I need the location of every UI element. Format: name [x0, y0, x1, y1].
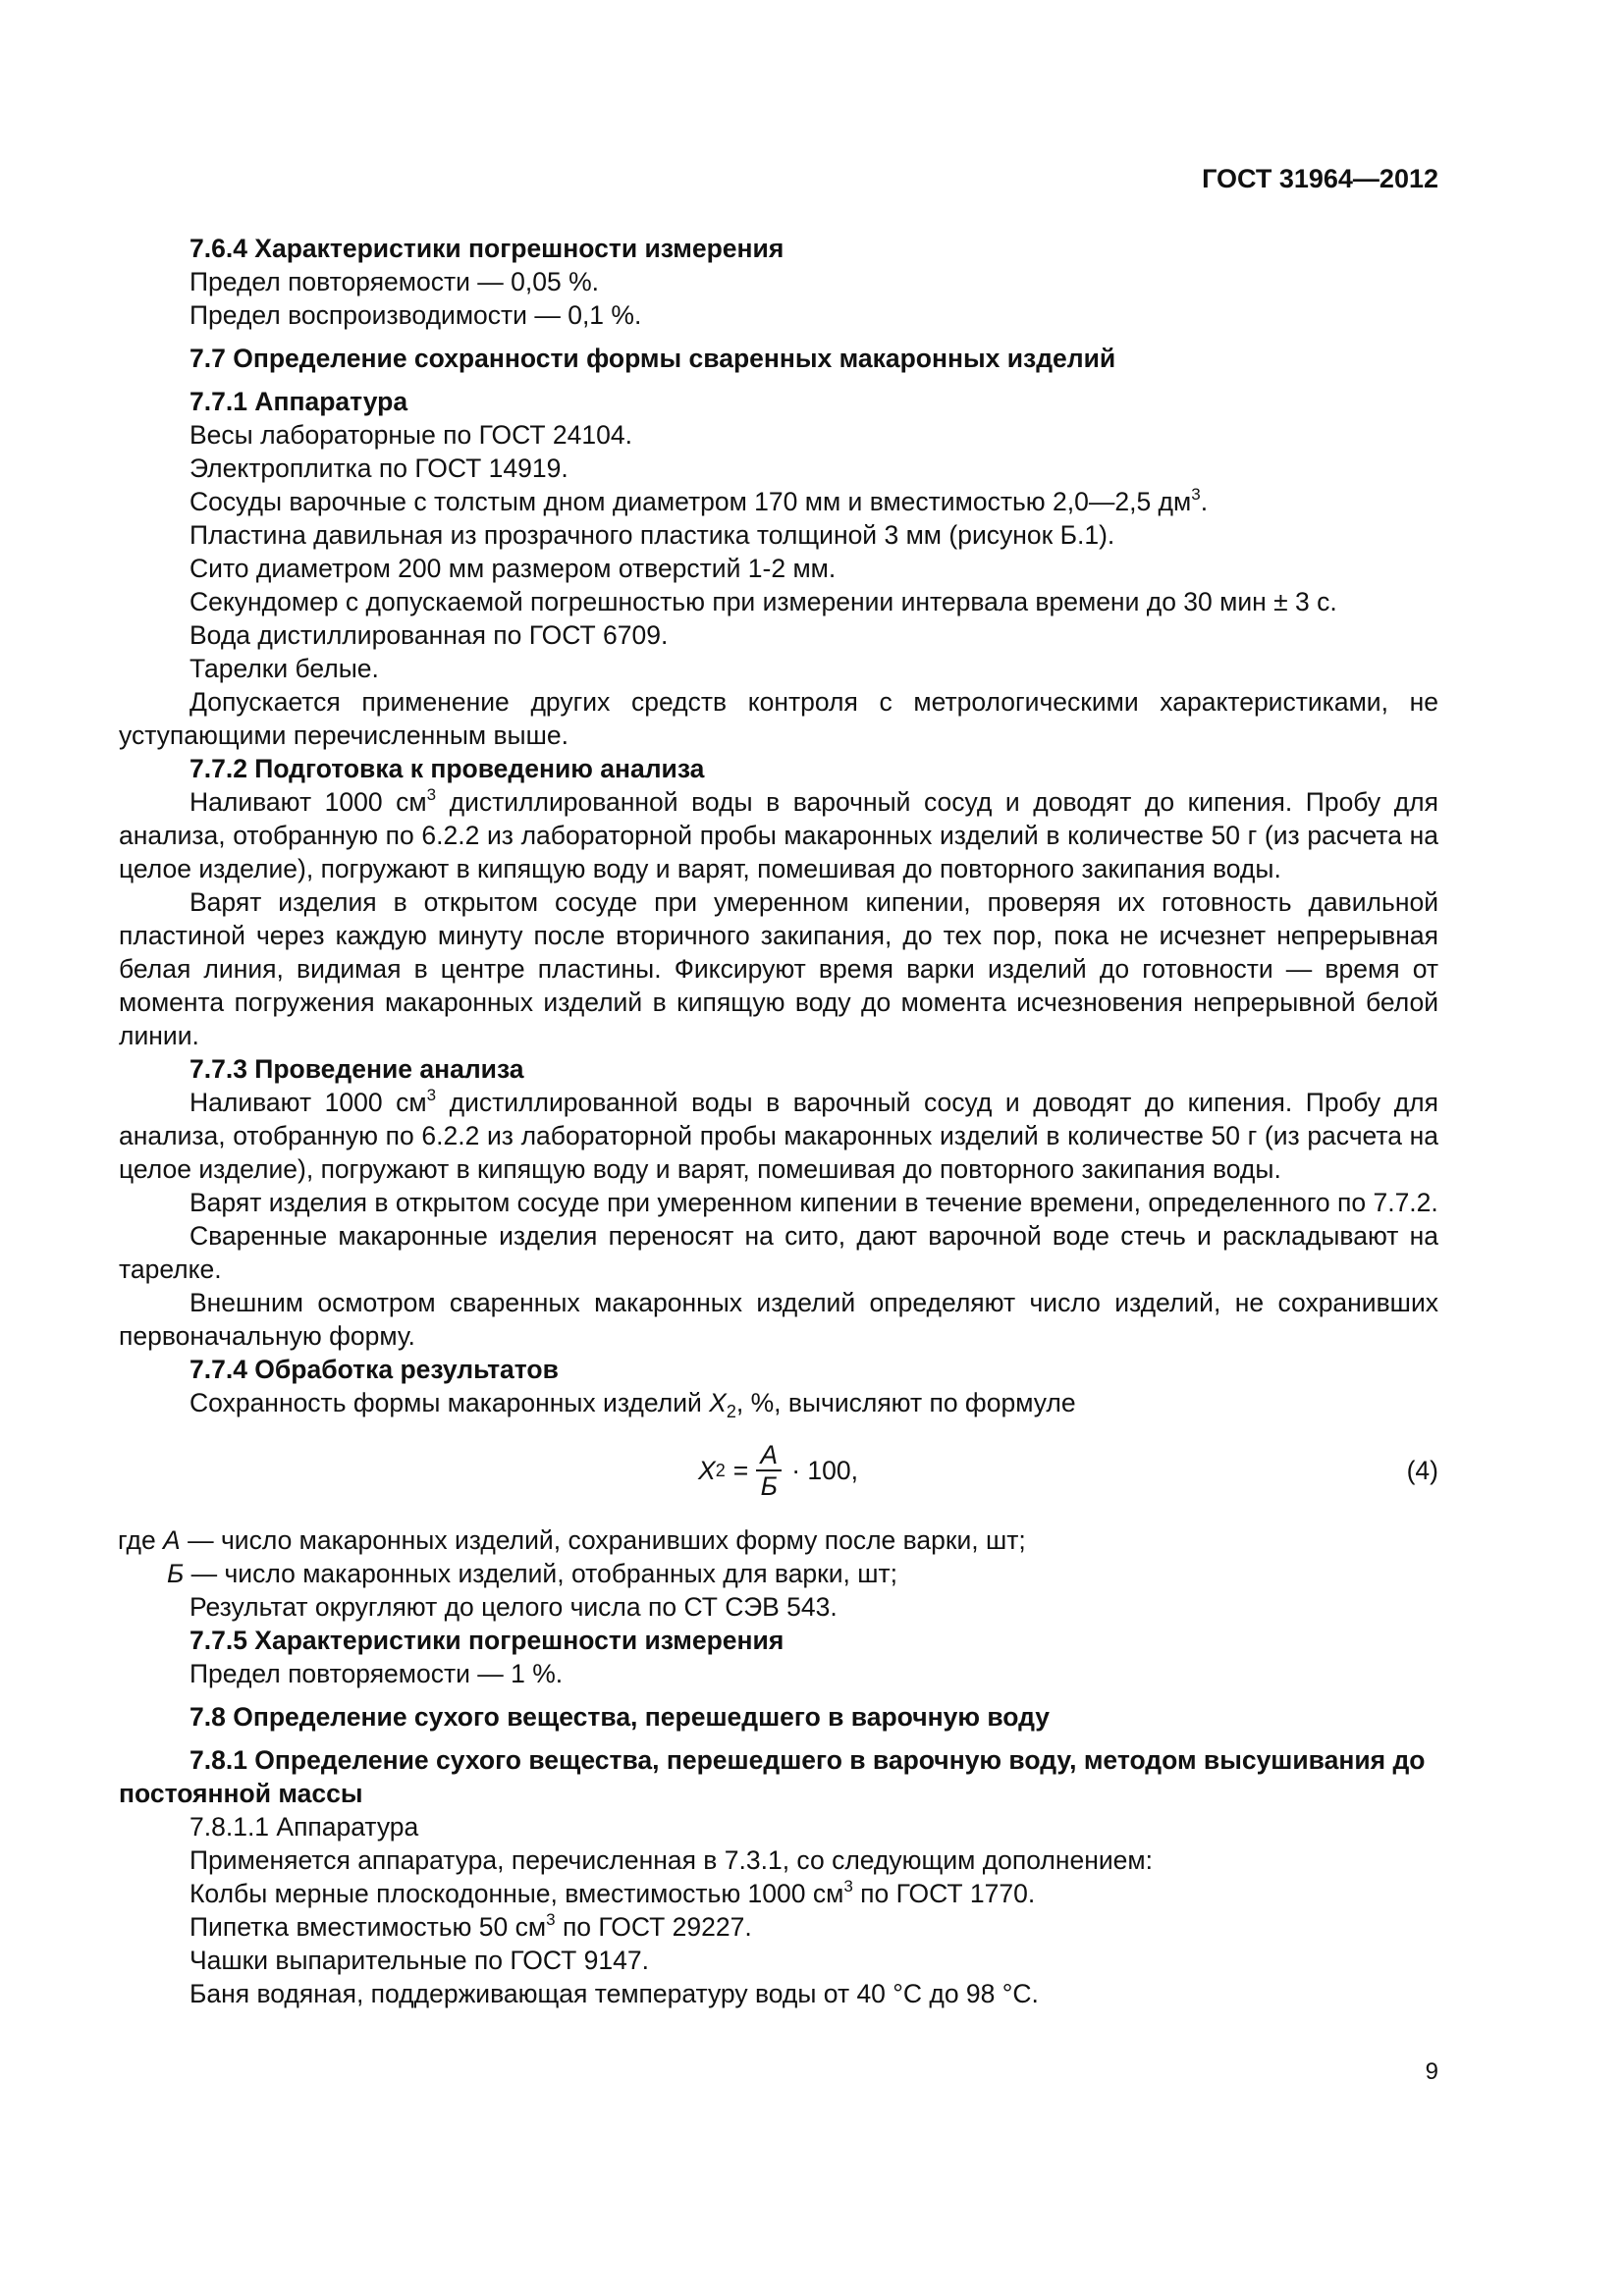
- heading-7-6-4: 7.6.4 Характеристики погрешности измерения: [189, 234, 784, 263]
- text-line: Вода дистиллированная по ГОСТ 6709.: [189, 620, 669, 650]
- formula-4: [119, 1429, 1438, 1512]
- text-run: — число макаронных изделий, отобранных для варки, шт;: [184, 1559, 898, 1588]
- heading-7-7-2: 7.7.2 Подготовка к проведению анализа: [189, 754, 705, 783]
- paragraph: Варят изделия в открытом сосуде при умеренном кипении, проверяя их готовность давильной пластиной через каждую минуту после вторичного закипания, до тех пор, пока не исчезнет непрерывная белая линия, видимая в центре пластины. Фиксируют время варки изделий до готовности — время от момента погружения макаронных изделий в кипящую воду до момента исчезновения непрерывной белой линии.: [119, 887, 1438, 1050]
- formula-equals: =: [732, 1456, 749, 1485]
- heading-7-8-1: 7.8.1 Определение сухого вещества, перешедшего в варочную воду, методом высушивания до постоянной массы: [119, 1745, 1426, 1808]
- variable-x: X: [709, 1388, 727, 1417]
- text-line: Секундомер с допускаемой погрешностью при измерении интервала времени до 30 мин ± 3 с.: [189, 587, 1337, 616]
- paragraph: Допускается применение других средств контроля с метрологическими характеристиками, не уступающими перечисленным выше.: [119, 687, 1438, 750]
- superscript: 3: [426, 785, 437, 804]
- formula-fraction: [756, 1440, 782, 1501]
- text-line: [119, 1877, 1438, 1910]
- text-run: — число макаронных изделий, сохранивших форму после варки, шт;: [180, 1525, 1026, 1555]
- text-run: где: [118, 1525, 164, 1555]
- document-code-header: ГОСТ 31964—2012: [1202, 164, 1438, 193]
- text-line: Чашки выпарительные по ГОСТ 9147.: [189, 1946, 649, 1975]
- heading-7-7-3: 7.7.3 Проведение анализа: [189, 1054, 524, 1084]
- text-line: Баня водяная, поддерживающая температуру воды от 40 °С до 98 °С.: [189, 1979, 1039, 2008]
- superscript: 3: [1191, 485, 1201, 504]
- text-run: Пипетка вместимостью 50 см: [189, 1912, 547, 1942]
- formula-tail: · 100,: [791, 1456, 858, 1485]
- text-line: Применяется аппаратура, перечисленная в 7.3.1, со следующим дополнением:: [189, 1845, 1154, 1875]
- text-run: по ГОСТ 29227.: [555, 1912, 752, 1942]
- text-line: [119, 485, 1438, 518]
- paragraph: Внешним осмотром сваренных макаронных изделий определяют число изделий, не сохранивших первоначальную форму.: [119, 1288, 1438, 1351]
- page-number: 9: [1425, 2058, 1438, 2085]
- text-line: Весы лабораторные по ГОСТ 24104.: [189, 420, 632, 450]
- text-line: Предел повторяемости — 0,05 %.: [189, 267, 600, 296]
- text-run: дистиллированной воды в варочный сосуд и доводят до кипения. Пробу для анализа, отобранную по 6.2.2 из лабораторной пробы макаронных изделий в количестве 50 г (из расчета на целое изделие), погружают в кипящую воду и варят, помешивая до повторного закипания воды.: [119, 787, 1438, 883]
- heading-7-8: 7.8 Определение сухого вещества, перешедшего в варочную воду: [189, 1702, 1050, 1732]
- text-line: [119, 1386, 1438, 1419]
- formula-expression: X 2 = $\frac{А}{Б}$ · 100,: [698, 1440, 858, 1501]
- text-line: Тарелки белые.: [189, 654, 379, 683]
- paragraph: Сваренные макаронные изделия переносят на сито, дают варочной воде стечь и раскладывают на тарелке.: [119, 1221, 1438, 1284]
- text-run: , %, вычисляют по формуле: [735, 1388, 1076, 1417]
- text-line: [119, 1910, 1438, 1944]
- page-content: [119, 232, 1438, 2010]
- where-line: [118, 1523, 1438, 1557]
- text-line: Сито диаметром 200 мм размером отверстий 1-2 мм.: [189, 554, 837, 583]
- heading-7-7-5: 7.7.5 Характеристики погрешности измерения: [189, 1626, 784, 1655]
- heading-7-7-4: 7.7.4 Обработка результатов: [189, 1355, 559, 1384]
- where-line: [119, 1557, 1438, 1590]
- heading-7-7: 7.7 Определение сохранности формы сваренных макаронных изделий: [189, 344, 1116, 373]
- formula-lhs-variable: X: [698, 1456, 716, 1485]
- fraction-denominator: Б: [760, 1471, 778, 1501]
- text-run: Сосуды варочные с толстым дном диаметром 170 мм и вместимостью 2,0—2,5 дм: [189, 487, 1192, 516]
- text-line: Пластина давильная из прозрачного пластика толщиной 3 мм (рисунок Б.1).: [189, 520, 1115, 550]
- superscript: 3: [843, 1877, 853, 1896]
- paragraph: [119, 1086, 1438, 1186]
- text-run: .: [1200, 487, 1209, 516]
- fraction-numerator: А: [760, 1440, 779, 1469]
- paragraph: Варят изделия в открытом сосуде при умеренном кипении в течение времени, определенного по 7.7.2.: [189, 1188, 1438, 1217]
- superscript: 3: [546, 1910, 556, 1929]
- variable-a: А: [163, 1525, 181, 1555]
- heading-7-7-1: 7.7.1 Аппаратура: [189, 387, 408, 416]
- text-line: Электроплитка по ГОСТ 14919.: [189, 454, 568, 483]
- text-line: Предел повторяемости — 1 %.: [189, 1659, 564, 1688]
- subscript: 2: [726, 1402, 736, 1421]
- text-run: дистиллированной воды в варочный сосуд и доводят до кипения. Пробу для анализа, отобранную по 6.2.2 из лабораторной пробы макаронных изделий в количестве 50 г (из расчета на целое изделие), погружают в кипящую воду и варят, помешивая до повторного закипания воды.: [119, 1088, 1438, 1184]
- text-line: Результат округляют до целого числа по СТ СЭВ 543.: [189, 1592, 838, 1622]
- paragraph: [119, 785, 1438, 885]
- heading-7-8-1-1: 7.8.1.1 Аппаратура: [189, 1812, 419, 1842]
- text-run: Колбы мерные плоскодонные, вместимостью 1000 см: [189, 1879, 844, 1908]
- text-line: Предел воспроизводимости — 0,1 %.: [189, 300, 642, 330]
- text-run: Наливают 1000 см: [189, 1088, 427, 1117]
- text-run: по ГОСТ 1770.: [852, 1879, 1036, 1908]
- superscript: 3: [426, 1086, 437, 1104]
- text-run: Наливают 1000 см: [189, 787, 427, 817]
- variable-b: Б: [167, 1559, 185, 1588]
- text-run: Сохранность формы макаронных изделий: [189, 1388, 710, 1417]
- formula-number: (4): [1406, 1456, 1438, 1485]
